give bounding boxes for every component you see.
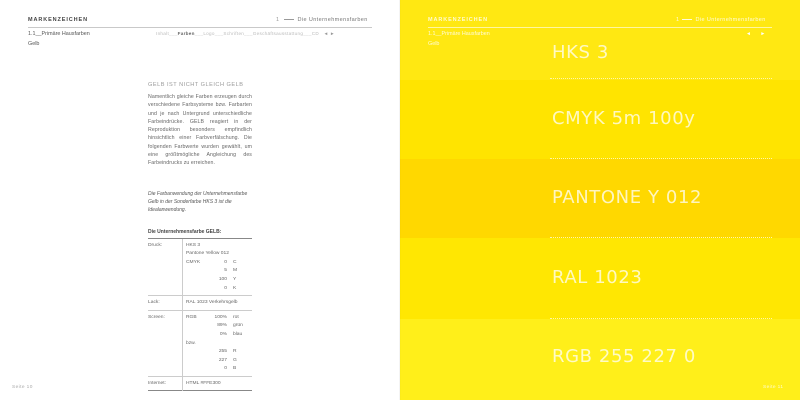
page-number-right: Seite 11 — [763, 385, 784, 390]
cmyk-value: 0 — [224, 285, 227, 291]
table-rule — [148, 390, 252, 391]
cmyk-label: CMYK — [186, 259, 201, 265]
section-underscore — [682, 19, 692, 20]
rgb-name: grün — [233, 323, 243, 329]
label-cmyk: CMYK 5m 100y — [552, 108, 696, 129]
subheading: 1.1__Primäre Hausfarben — [28, 31, 90, 37]
cmyk-letter: C — [233, 259, 237, 265]
content-heading: GELB IST NICHT GLEICH GELB — [148, 82, 244, 88]
book-gutter — [399, 0, 401, 400]
dotted-divider — [550, 318, 772, 319]
label-ral: RAL 1023 — [552, 267, 643, 288]
cmyk-letter: Y — [233, 276, 237, 282]
bzw-label: bzw. — [186, 340, 196, 346]
subheading-color: Gelb — [428, 41, 440, 47]
header-rule — [428, 27, 772, 28]
rgb-letter: B — [233, 366, 237, 372]
label-rgb: RGB 255 227 0 — [552, 346, 696, 367]
rgb-label: RGB — [186, 314, 197, 320]
chapter-nav: Inhalt___Farben___Logo___Schriften___Geschäftsausstattung___CD ◄ ► — [156, 31, 335, 36]
rgb-percent: 89% — [217, 323, 227, 329]
dotted-divider — [550, 237, 772, 238]
druck-pantone: Pantone Yellow 012 — [186, 251, 229, 257]
rgb-value: 0 — [224, 366, 227, 372]
rgb-name: rot — [233, 314, 239, 320]
nav-item-schriften[interactable]: Schriften — [223, 31, 245, 36]
main-content — [148, 82, 252, 391]
subheading: 1.1__Primäre Hausfarben — [428, 31, 490, 37]
table-row-internet — [148, 377, 252, 391]
table-row-druck — [148, 239, 252, 296]
druck-label: Druck: — [148, 242, 163, 248]
body-paragraph: Namentlich gleiche Farben erzeugen durch verschiedene Farbsysteme bzw. Farbarten und je nach Untergrund unterschiedliche Farbeindrücke. GELB reagiert in der Reproduktion besonders empfindlich hinsichtlich einer Farbverfälschung. Die folgenden Farbwerte wurden gewählt, um eine größtmögliche Angleichung des Farbeindrucks zu erreichen. — [148, 94, 252, 167]
table-row-lack — [148, 296, 252, 310]
lack-value: RAL 1023 Verkehrsgelb — [186, 300, 238, 306]
rgb-letter: R — [233, 349, 237, 355]
brand-label: MARKENZEICHEN — [28, 17, 88, 23]
rgb-value: 227 — [218, 357, 227, 363]
table-row-screen — [148, 311, 252, 376]
table-divider — [182, 239, 183, 392]
dotted-divider — [550, 78, 772, 79]
nav-item-geschaeftsausstattung[interactable]: Geschäftsausstattung — [252, 31, 304, 36]
section-title — [676, 17, 766, 23]
rgb-percent: 100% — [214, 314, 227, 320]
cmyk-letter: K — [233, 285, 237, 291]
color-band-hks — [400, 0, 800, 80]
internet-label: Internet: — [148, 380, 166, 386]
rgb-letter: G — [233, 357, 237, 363]
page-number-left: Seite 10 — [12, 385, 33, 390]
italic-note: Die Farbanwendung der Unternehmensfarbe Gelb in der Sonderfarbe HKS 3 ist die Idealanwendung. — [148, 190, 248, 214]
brand-label: MARKENZEICHEN — [428, 17, 488, 23]
nav-arrows-icon[interactable]: ◄ ► — [323, 31, 335, 36]
header-rule — [28, 27, 372, 28]
cmyk-value: 0 — [224, 259, 227, 265]
right-page — [400, 0, 800, 400]
lack-label: Lack: — [148, 300, 160, 306]
rgb-percent: 0% — [219, 331, 227, 337]
cmyk-letter: M — [233, 268, 238, 274]
section-title-text: Die Unternehmensfarben — [695, 17, 766, 23]
subheading-color: Gelb — [28, 41, 40, 47]
table-title: Die Unternehmensfarbe GELB: — [148, 228, 222, 235]
cmyk-value: 100 — [218, 276, 227, 282]
section-number: 1 — [676, 17, 680, 23]
nav-item-farben[interactable]: Farben — [177, 31, 195, 36]
nav-item-inhalt[interactable]: Inhalt — [156, 31, 170, 36]
nav-item-logo[interactable]: Logo — [203, 31, 215, 36]
section-underscore — [284, 19, 294, 20]
section-title — [276, 17, 368, 23]
druck-hks: HKS 3 — [186, 242, 201, 248]
screen-label: Screen: — [148, 314, 165, 320]
nav-arrows-icon[interactable]: ◄ ► — [746, 31, 770, 37]
section-number: 1 — [276, 17, 280, 23]
rgb-value: 255 — [218, 349, 227, 355]
label-pantone: PANTONE Y 012 — [552, 187, 703, 208]
dotted-divider — [550, 158, 772, 159]
rgb-name: blau — [233, 331, 243, 337]
nav-item-cd[interactable]: CD — [311, 31, 320, 36]
internet-value: HTML #FFE300 — [186, 380, 221, 386]
color-spec-table — [148, 239, 252, 392]
label-hks: HKS 3 — [552, 42, 609, 63]
cmyk-value: 5 — [224, 268, 227, 274]
section-title-text: Die Unternehmensfarben — [297, 17, 368, 23]
